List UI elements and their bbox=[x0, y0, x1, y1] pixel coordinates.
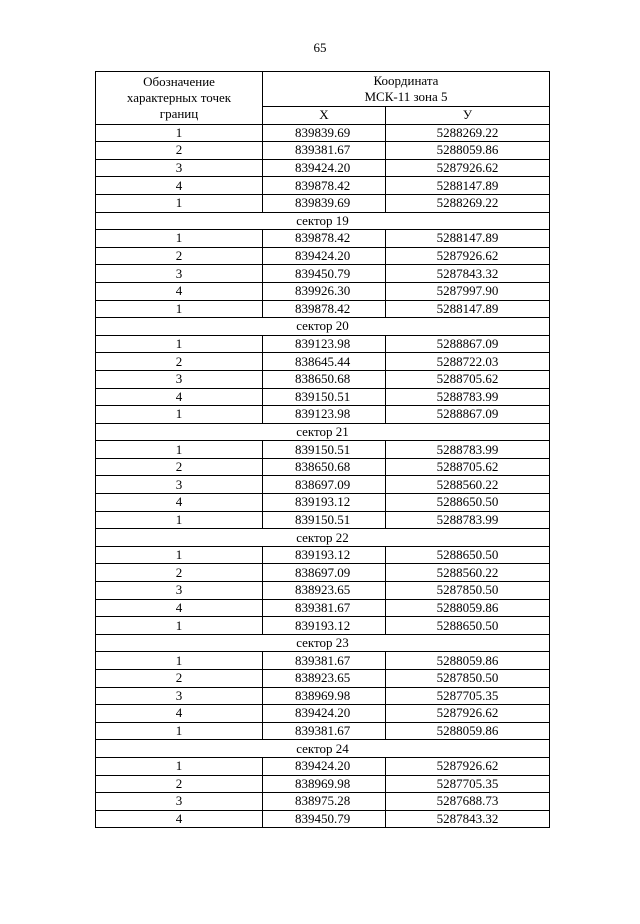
table-row bbox=[96, 599, 550, 617]
y-coordinate-cell: 5287843.32 bbox=[386, 265, 550, 283]
point-number-cell: 1 bbox=[96, 617, 263, 635]
y-coordinate-cell: 5288560.22 bbox=[386, 564, 550, 582]
point-number-cell: 4 bbox=[96, 282, 263, 300]
y-coordinate-cell: 5287705.35 bbox=[386, 687, 550, 705]
table-row bbox=[96, 230, 550, 248]
x-coordinate-cell: 839381.67 bbox=[263, 599, 386, 617]
point-number-cell: 4 bbox=[96, 599, 263, 617]
x-coordinate-cell: 838645.44 bbox=[263, 353, 386, 371]
x-coordinate-cell: 839424.20 bbox=[263, 247, 386, 265]
table-body bbox=[96, 124, 550, 828]
point-number-cell: 2 bbox=[96, 458, 263, 476]
y-coordinate-cell: 5287705.35 bbox=[386, 775, 550, 793]
sector-label: сектор 21 bbox=[96, 423, 550, 441]
table-row bbox=[96, 793, 550, 811]
point-number-cell: 1 bbox=[96, 441, 263, 459]
point-number-cell: 1 bbox=[96, 194, 263, 212]
point-header-line2: характерных точек bbox=[126, 89, 232, 105]
x-coordinate-cell: 839450.79 bbox=[263, 810, 386, 828]
table-row bbox=[96, 353, 550, 371]
x-coordinate-cell: 839424.20 bbox=[263, 757, 386, 775]
x-coordinate-cell: 839424.20 bbox=[263, 159, 386, 177]
x-coordinate-cell: 839450.79 bbox=[263, 265, 386, 283]
table-row bbox=[96, 810, 550, 828]
x-coordinate-cell: 839193.12 bbox=[263, 494, 386, 512]
y-coordinate-cell: 5288650.50 bbox=[386, 546, 550, 564]
table-row bbox=[96, 370, 550, 388]
table-row bbox=[96, 335, 550, 353]
y-column-header: У bbox=[386, 107, 550, 125]
point-number-cell: 3 bbox=[96, 687, 263, 705]
sector-label: сектор 24 bbox=[96, 740, 550, 758]
y-coordinate-cell: 5288560.22 bbox=[386, 476, 550, 494]
point-number-cell: 3 bbox=[96, 793, 263, 811]
table-row bbox=[96, 775, 550, 793]
x-coordinate-cell: 839193.12 bbox=[263, 617, 386, 635]
x-coordinate-cell: 839926.30 bbox=[263, 282, 386, 300]
sector-label: сектор 19 bbox=[96, 212, 550, 230]
x-coordinate-cell: 839381.67 bbox=[263, 142, 386, 160]
y-coordinate-cell: 5288783.99 bbox=[386, 511, 550, 529]
table-row bbox=[96, 247, 550, 265]
point-number-cell: 1 bbox=[96, 546, 263, 564]
x-column-header: Х bbox=[263, 107, 386, 125]
point-number-cell: 1 bbox=[96, 300, 263, 318]
point-number-cell: 4 bbox=[96, 494, 263, 512]
x-coordinate-cell: 839381.67 bbox=[263, 652, 386, 670]
y-coordinate-cell: 5288269.22 bbox=[386, 124, 550, 142]
x-coordinate-cell: 839424.20 bbox=[263, 705, 386, 723]
point-number-cell: 1 bbox=[96, 124, 263, 142]
point-number-cell: 1 bbox=[96, 230, 263, 248]
point-number-cell: 3 bbox=[96, 582, 263, 600]
x-coordinate-cell: 838697.09 bbox=[263, 476, 386, 494]
table-row bbox=[96, 159, 550, 177]
point-number-cell: 2 bbox=[96, 564, 263, 582]
table-header bbox=[96, 72, 550, 125]
sector-label: сектор 22 bbox=[96, 529, 550, 547]
point-number-cell: 2 bbox=[96, 670, 263, 688]
table-row bbox=[96, 282, 550, 300]
point-number-cell: 2 bbox=[96, 247, 263, 265]
y-coordinate-cell: 5287688.73 bbox=[386, 793, 550, 811]
point-number-cell: 4 bbox=[96, 705, 263, 723]
sector-row bbox=[96, 423, 550, 441]
coordinate-header-line1: Координата bbox=[373, 73, 439, 88]
point-number-cell: 1 bbox=[96, 757, 263, 775]
x-coordinate-cell: 838923.65 bbox=[263, 582, 386, 600]
point-number-cell: 2 bbox=[96, 353, 263, 371]
point-header-line3: границ bbox=[159, 105, 199, 121]
x-coordinate-cell: 839123.98 bbox=[263, 335, 386, 353]
table-row bbox=[96, 722, 550, 740]
point-number-cell: 1 bbox=[96, 335, 263, 353]
table-row bbox=[96, 546, 550, 564]
x-coordinate-cell: 838923.65 bbox=[263, 670, 386, 688]
table-row bbox=[96, 494, 550, 512]
point-number-cell: 2 bbox=[96, 775, 263, 793]
point-header-line1: Обозначение bbox=[143, 73, 215, 89]
table-row bbox=[96, 652, 550, 670]
y-coordinate-cell: 5288722.03 bbox=[386, 353, 550, 371]
point-designation-header bbox=[96, 72, 263, 125]
y-coordinate-cell: 5288783.99 bbox=[386, 441, 550, 459]
table-row bbox=[96, 687, 550, 705]
x-coordinate-cell: 839839.69 bbox=[263, 194, 386, 212]
table-row bbox=[96, 300, 550, 318]
y-coordinate-cell: 5288867.09 bbox=[386, 406, 550, 424]
point-number-cell: 2 bbox=[96, 142, 263, 160]
y-coordinate-cell: 5287926.62 bbox=[386, 159, 550, 177]
table-row bbox=[96, 441, 550, 459]
x-coordinate-cell: 839150.51 bbox=[263, 511, 386, 529]
y-coordinate-cell: 5288147.89 bbox=[386, 300, 550, 318]
point-number-cell: 4 bbox=[96, 177, 263, 195]
y-coordinate-cell: 5288059.86 bbox=[386, 599, 550, 617]
table-row bbox=[96, 142, 550, 160]
y-coordinate-cell: 5288650.50 bbox=[386, 494, 550, 512]
point-number-cell: 4 bbox=[96, 388, 263, 406]
table-row bbox=[96, 705, 550, 723]
sector-row bbox=[96, 529, 550, 547]
y-coordinate-cell: 5287997.90 bbox=[386, 282, 550, 300]
y-coordinate-cell: 5288705.62 bbox=[386, 370, 550, 388]
point-number-cell: 3 bbox=[96, 159, 263, 177]
table-row bbox=[96, 476, 550, 494]
x-coordinate-cell: 839123.98 bbox=[263, 406, 386, 424]
point-number-cell: 1 bbox=[96, 652, 263, 670]
table-row bbox=[96, 564, 550, 582]
point-number-cell: 3 bbox=[96, 476, 263, 494]
sector-row bbox=[96, 740, 550, 758]
y-coordinate-cell: 5287850.50 bbox=[386, 582, 550, 600]
table-row bbox=[96, 458, 550, 476]
x-coordinate-cell: 838697.09 bbox=[263, 564, 386, 582]
x-coordinate-cell: 839878.42 bbox=[263, 230, 386, 248]
table-row bbox=[96, 124, 550, 142]
x-coordinate-cell: 839150.51 bbox=[263, 388, 386, 406]
table-row bbox=[96, 757, 550, 775]
page-number: 65 bbox=[313, 40, 327, 55]
x-coordinate-cell: 838650.68 bbox=[263, 370, 386, 388]
y-coordinate-cell: 5288059.86 bbox=[386, 142, 550, 160]
y-coordinate-cell: 5287926.62 bbox=[386, 705, 550, 723]
x-coordinate-cell: 839193.12 bbox=[263, 546, 386, 564]
x-coordinate-cell: 839878.42 bbox=[263, 177, 386, 195]
table-row bbox=[96, 388, 550, 406]
y-coordinate-cell: 5287850.50 bbox=[386, 670, 550, 688]
x-coordinate-cell: 839381.67 bbox=[263, 722, 386, 740]
y-coordinate-cell: 5288269.22 bbox=[386, 194, 550, 212]
sector-row bbox=[96, 212, 550, 230]
x-coordinate-cell: 838975.28 bbox=[263, 793, 386, 811]
y-coordinate-cell: 5288147.89 bbox=[386, 177, 550, 195]
point-number-cell: 1 bbox=[96, 406, 263, 424]
x-coordinate-cell: 839878.42 bbox=[263, 300, 386, 318]
y-coordinate-cell: 5287843.32 bbox=[386, 810, 550, 828]
y-coordinate-cell: 5287926.62 bbox=[386, 757, 550, 775]
y-coordinate-cell: 5288059.86 bbox=[386, 652, 550, 670]
x-coordinate-cell: 839839.69 bbox=[263, 124, 386, 142]
table-row bbox=[96, 194, 550, 212]
table-row bbox=[96, 582, 550, 600]
point-number-cell: 3 bbox=[96, 370, 263, 388]
table-row bbox=[96, 265, 550, 283]
x-coordinate-cell: 838969.98 bbox=[263, 775, 386, 793]
sector-row bbox=[96, 634, 550, 652]
coordinate-header-line2: МСК-11 зона 5 bbox=[364, 89, 448, 104]
point-number-cell: 1 bbox=[96, 722, 263, 740]
x-coordinate-cell: 838650.68 bbox=[263, 458, 386, 476]
table-row bbox=[96, 670, 550, 688]
coordinate-header bbox=[263, 72, 550, 107]
point-number-cell: 3 bbox=[96, 265, 263, 283]
y-coordinate-cell: 5288059.86 bbox=[386, 722, 550, 740]
y-coordinate-cell: 5287926.62 bbox=[386, 247, 550, 265]
point-number-cell: 4 bbox=[96, 810, 263, 828]
sector-row bbox=[96, 318, 550, 336]
x-coordinate-cell: 838969.98 bbox=[263, 687, 386, 705]
y-coordinate-cell: 5288650.50 bbox=[386, 617, 550, 635]
table-row bbox=[96, 406, 550, 424]
y-coordinate-cell: 5288783.99 bbox=[386, 388, 550, 406]
table-row bbox=[96, 617, 550, 635]
x-coordinate-cell: 839150.51 bbox=[263, 441, 386, 459]
y-coordinate-cell: 5288147.89 bbox=[386, 230, 550, 248]
sector-label: сектор 23 bbox=[96, 634, 550, 652]
point-number-cell: 1 bbox=[96, 511, 263, 529]
y-coordinate-cell: 5288867.09 bbox=[386, 335, 550, 353]
y-coordinate-cell: 5288705.62 bbox=[386, 458, 550, 476]
table-row bbox=[96, 177, 550, 195]
coordinates-table bbox=[95, 71, 550, 828]
sector-label: сектор 20 bbox=[96, 318, 550, 336]
table-row bbox=[96, 511, 550, 529]
